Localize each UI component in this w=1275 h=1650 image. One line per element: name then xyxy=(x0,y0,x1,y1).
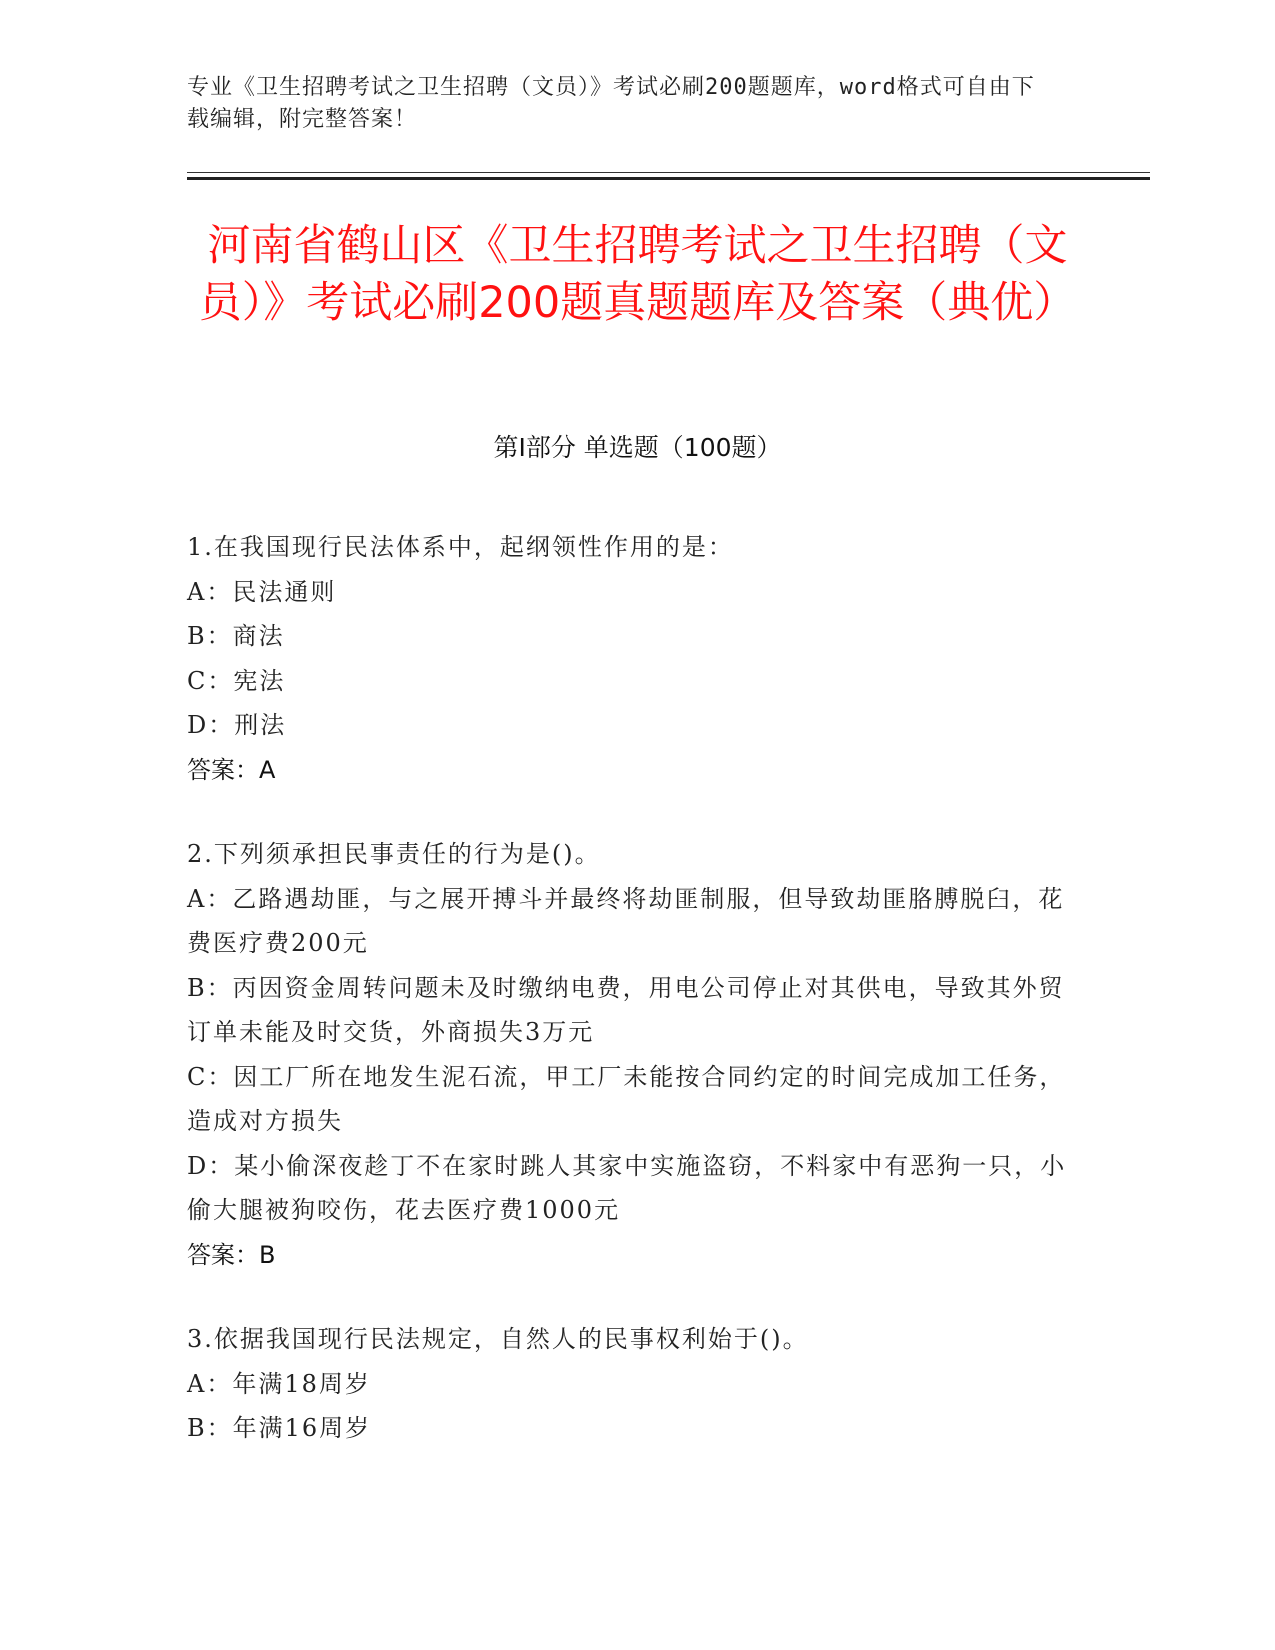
question-stem: 3.依据我国现行民法规定，自然人的民事权利始于()。 xyxy=(187,1325,809,1353)
option-c: C：宪法 xyxy=(187,666,286,695)
header-rule-thick xyxy=(187,177,1150,180)
option-d: D：某小偷深夜趁丁不在家时跳人其家中实施盗窃，不料家中有恶狗一只，小偷大腿被狗咬伤，花去医疗费1000元 xyxy=(187,1151,1067,1224)
option-a: A：年满18周岁 xyxy=(187,1369,371,1398)
question-3 xyxy=(187,1317,1067,1451)
header-note: 专业《卫生招聘考试之卫生招聘（文员）》考试必刷200题题库，word格式可自由下载编辑，附完整答案！ xyxy=(187,75,1035,132)
option-a: A：乙路遇劫匪，与之展开搏斗并最终将劫匪制服，但导致劫匪胳膊脱臼，花费医疗费200元 xyxy=(187,884,1065,957)
answer: 答案：A xyxy=(187,755,276,784)
question-stem: 2.下列须承担民事责任的行为是()。 xyxy=(187,840,601,868)
option-d: D：刑法 xyxy=(187,711,287,739)
option-b: B：年满16周岁 xyxy=(187,1414,372,1442)
header-rule-thin xyxy=(187,172,1150,173)
question-1 xyxy=(187,525,1067,792)
option-b: B：丙因资金周转问题未及时缴纳电费，用电公司停止对其供电，导致其外贸订单未能及时交货，外商损失3万元 xyxy=(187,973,1065,1046)
question-stem: 1.在我国现行民法体系中，起纲领性作用的是： xyxy=(187,533,734,561)
document-title: 河南省鹤山区《卫生招聘考试之卫生招聘（文员）》考试必刷200题真题题库及答案（典优） xyxy=(198,221,1077,328)
question-2 xyxy=(187,832,1067,1277)
option-a: A：民法通则 xyxy=(187,577,337,606)
section-title: 第I部分 单选题（100题） xyxy=(493,433,782,462)
option-c: C：因工厂所在地发生泥石流，甲工厂未能按合同约定的时间完成加工任务，造成对方损失 xyxy=(187,1062,1066,1135)
question-list xyxy=(187,525,1067,1491)
option-b: B：商法 xyxy=(187,622,285,650)
answer: 答案：B xyxy=(187,1240,276,1269)
